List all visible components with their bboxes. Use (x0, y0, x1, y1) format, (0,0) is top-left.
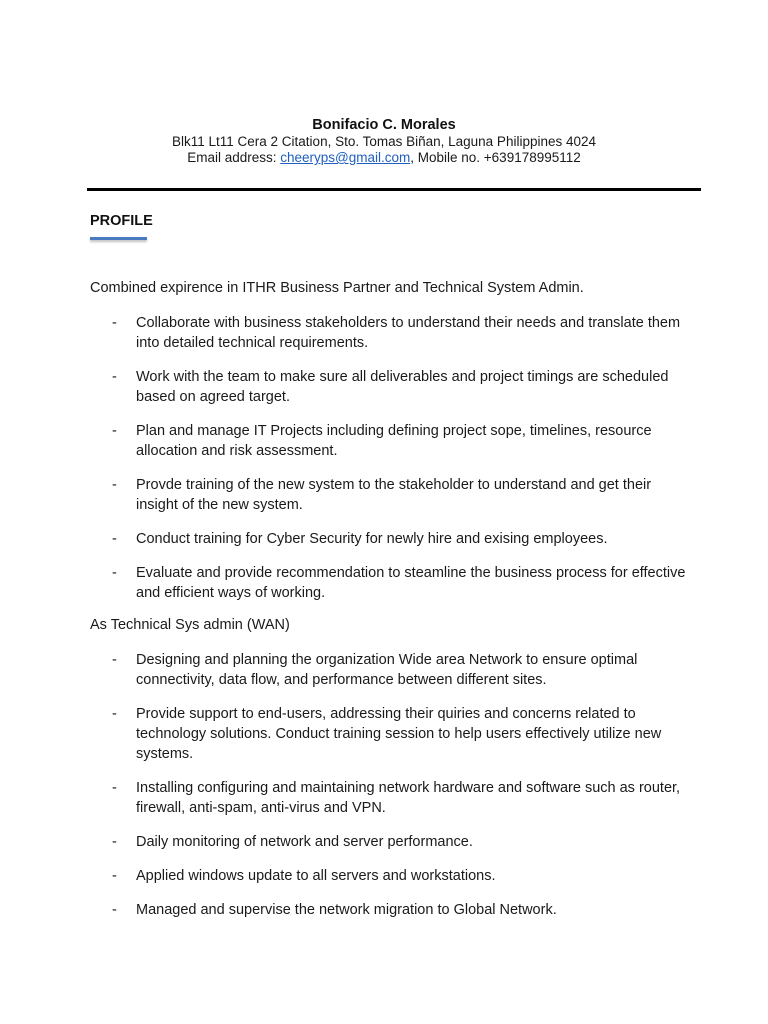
bullet-text: Provide support to end-users, addressing their quiries and concerns related to technology solutions. Conduct training session to help users effectively utilize new systems. (136, 706, 662, 762)
list-item (90, 313, 690, 353)
bullet-dash: - (112, 315, 117, 331)
list-item (90, 529, 690, 549)
bullet-text: Managed and supervise the network migration to Global Network. (136, 902, 557, 918)
header-divider (87, 188, 701, 191)
bullet-text: Work with the team to make sure all deliverables and project timings are scheduled based on agreed target. (136, 369, 669, 405)
list-item (90, 832, 690, 852)
bullet-dash: - (112, 706, 117, 722)
bullet-dash: - (112, 477, 117, 493)
email-label: Email address: (187, 150, 281, 165)
bullet-text: Installing configuring and maintaining network hardware and software such as router, firewall, anti-spam, anti-virus and VPN. (136, 780, 681, 816)
bullet-dash: - (112, 369, 117, 385)
mobile-number: , Mobile no. +639178995112 (410, 150, 581, 165)
bullet-text: Plan and manage IT Projects including defining project sope, timelines, resource allocation and risk assessment. (136, 423, 652, 459)
bullet-text: Provde training of the new system to the stakeholder to understand and get their insight of the new system. (136, 477, 652, 513)
bullet-text: Evaluate and provide recommendation to steamline the business process for effective and efficient ways of working. (136, 565, 686, 601)
contact-line (0, 150, 768, 166)
bullet-dash: - (112, 902, 117, 918)
list-item (90, 900, 690, 920)
candidate-name: Bonifacio C. Morales (312, 117, 456, 133)
contact-header (0, 116, 768, 166)
list-item (90, 866, 690, 886)
list-item (90, 475, 690, 515)
list-item (90, 650, 690, 690)
address-line: Blk11 Lt11 Cera 2 Citation, Sto. Tomas Biñan, Laguna Philippines 4024 (171, 134, 597, 149)
bullet-text: Daily monitoring of network and server performance. (136, 834, 473, 850)
profile-intro: Combined expirence in ITHR Business Partner and Technical System Admin. (90, 280, 584, 296)
email-link[interactable]: cheeryps@gmail.com (280, 150, 411, 165)
bullet-dash: - (112, 423, 117, 439)
bullet-dash: - (112, 780, 117, 796)
sysadmin-heading: As Technical Sys admin (WAN) (90, 617, 290, 633)
profile-bullet-list (90, 313, 690, 603)
bullet-dash: - (112, 834, 117, 850)
bullet-text: Collaborate with business stakeholders to understand their needs and translate them into detailed technical requirements. (136, 315, 681, 351)
bullet-text: Conduct training for Cyber Security for newly hire and exising employees. (136, 531, 608, 547)
list-item (90, 421, 690, 461)
bullet-dash: - (112, 531, 117, 547)
section-title-profile: PROFILE (90, 213, 153, 229)
bullet-dash: - (112, 565, 117, 581)
list-item (90, 778, 690, 818)
sysadmin-bullet-list (90, 650, 690, 920)
bullet-text: Designing and planning the organization Wide area Network to ensure optimal connectivity, data flow, and performance between different sites. (136, 652, 638, 688)
section-title-underline (90, 237, 147, 240)
list-item (90, 367, 690, 407)
bullet-dash: - (112, 868, 117, 884)
bullet-dash: - (112, 652, 117, 668)
list-item (90, 563, 690, 603)
bullet-text: Applied windows update to all servers and workstations. (136, 868, 496, 884)
list-item (90, 704, 690, 764)
